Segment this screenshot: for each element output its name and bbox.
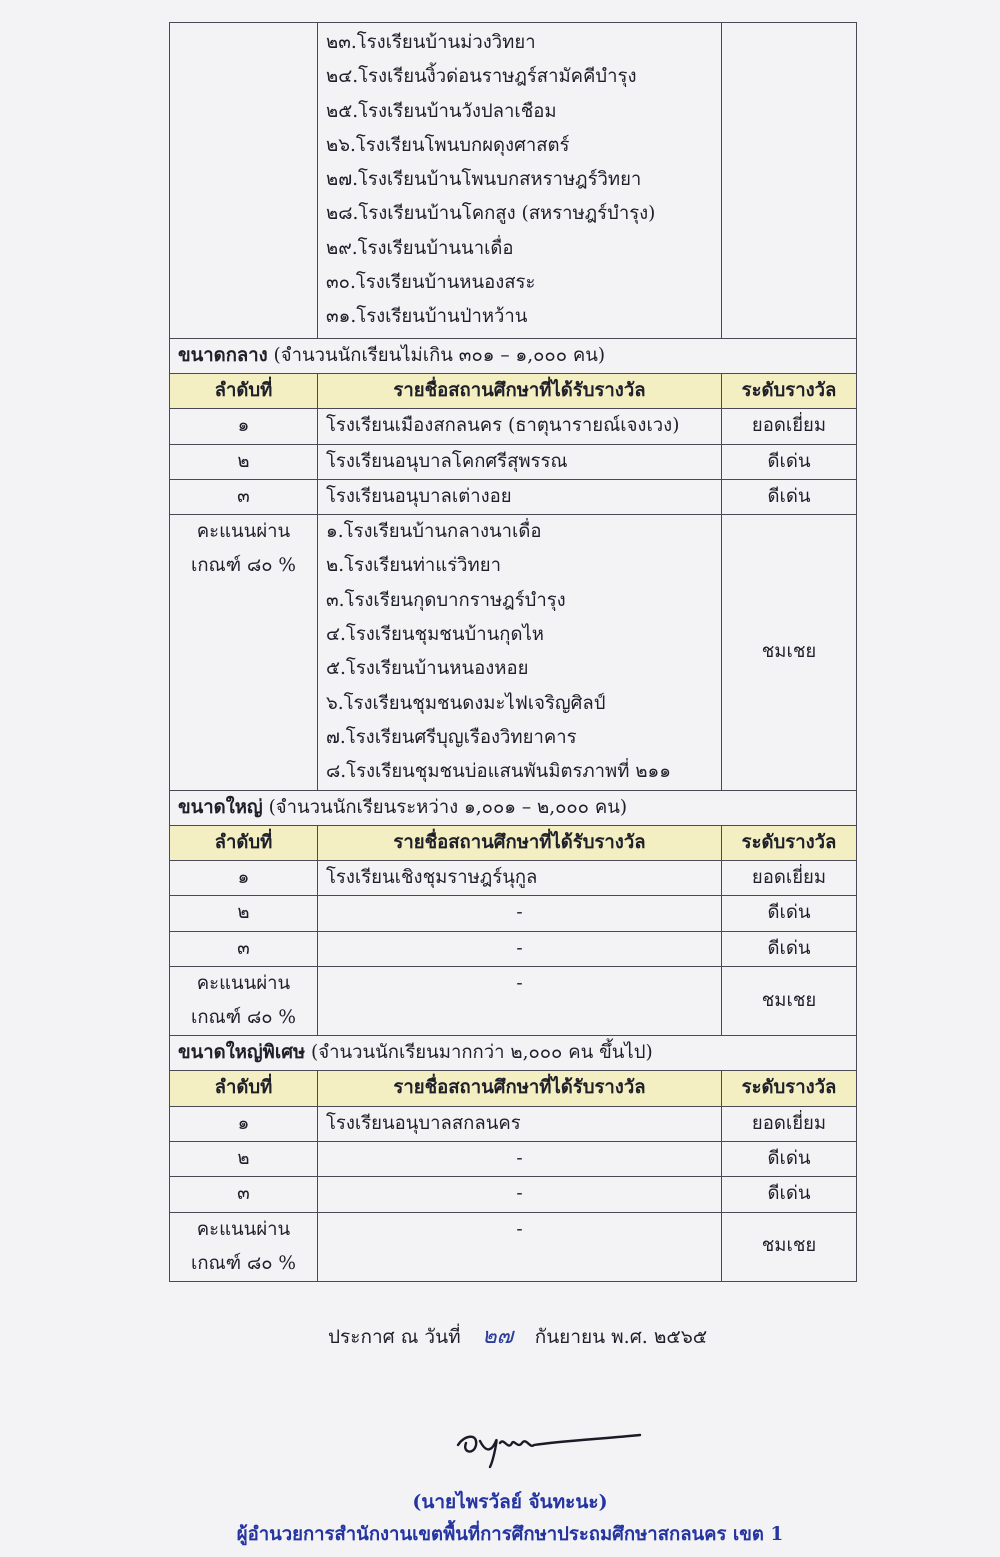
size-label: ขนาดใหญ่ [178, 796, 263, 818]
rank-cell: ๑ [170, 861, 318, 896]
continued-row [170, 23, 857, 339]
continued-school-list [318, 23, 722, 339]
size-description: (จำนวนนักเรียนระหว่าง ๑,๐๐๑ – ๒,๐๐๐ คน) [262, 796, 628, 818]
school-cell: - [318, 896, 722, 931]
list-item: ๒๘.โรงเรียนบ้านโคกสูง (สหราษฎร์บำรุง) [326, 203, 656, 225]
honor-row [170, 1212, 857, 1281]
signer-name: (นายไพรวัลย์ จันทะนะ) [412, 1491, 608, 1513]
rank-cell: ๑ [170, 409, 318, 444]
rank-cell: ๒ [170, 896, 318, 931]
rank-cell: ๑ [170, 1106, 318, 1141]
table-header-row [170, 825, 857, 860]
list-item: ๖.โรงเรียนชุมชนดงมะไฟเจริญศิลป์ [326, 692, 606, 714]
signature-icon [450, 1415, 650, 1475]
announcement-suffix: กันยายน พ.ศ. ๒๕๖๕ [534, 1326, 708, 1348]
rank-cell: ๓ [170, 931, 318, 966]
table-header-row [170, 1071, 857, 1106]
table-row [170, 1106, 857, 1141]
level-cell: ชมเชย [722, 1212, 857, 1281]
list-item: ๒๙.โรงเรียนบ้านนาเดื่อ [326, 237, 514, 259]
level-cell: ยอดเยี่ยม [722, 1106, 857, 1141]
school-cell: - [318, 1212, 722, 1281]
criteria-cell: คะแนนผ่าน เกณฑ์ ๘๐ % [170, 967, 318, 1036]
rank-cell: ๒ [170, 444, 318, 479]
list-item: ๒๖.โรงเรียนโพนบกผดุงศาสตร์ [326, 134, 570, 156]
table-row [170, 409, 857, 444]
announcement-prefix: ประกาศ ณ วันที่ [328, 1326, 461, 1348]
school-cell: โรงเรียนอนุบาลโคกศรีสุพรรณ [318, 444, 722, 479]
continued-rank-cell [170, 23, 318, 339]
level-cell: ดีเด่น [722, 1141, 857, 1176]
level-cell: ยอดเยี่ยม [722, 409, 857, 444]
header-school: รายชื่อสถานศึกษาที่ได้รับรางวัล [318, 825, 722, 860]
list-item: ๘.โรงเรียนชุมชนบ่อแสนพันมิตรภาพที่ ๒๑๑ [326, 761, 671, 783]
award-table [169, 22, 857, 1282]
handwritten-day: ๒๗ [482, 1324, 514, 1349]
school-cell: โรงเรียนเชิงชุมราษฎร์นุกูล [318, 861, 722, 896]
level-cell: ดีเด่น [722, 896, 857, 931]
rank-cell: ๒ [170, 1141, 318, 1176]
header-rank: ลำดับที่ [170, 1071, 318, 1106]
section-heading-large [170, 790, 857, 825]
section-heading-xlarge [170, 1036, 857, 1071]
list-item: ๕.โรงเรียนบ้านหนองหอย [326, 658, 529, 680]
table-row [170, 931, 857, 966]
school-cell: - [318, 1177, 722, 1212]
size-label: ขนาดกลาง [178, 344, 268, 366]
header-level: ระดับรางวัล [722, 1071, 857, 1106]
list-item: ๔.โรงเรียนชุมชนบ้านกุดไห [326, 624, 544, 646]
rank-cell: ๓ [170, 479, 318, 514]
list-item: ๓๐.โรงเรียนบ้านหนองสระ [326, 272, 536, 294]
continued-level-cell [722, 23, 857, 339]
list-item: ๑.โรงเรียนบ้านกลางนาเดื่อ [326, 521, 542, 543]
announcement-line [328, 1318, 707, 1353]
table-row [170, 1141, 857, 1176]
size-label: ขนาดใหญ่พิเศษ [178, 1042, 306, 1064]
level-cell: ดีเด่น [722, 1177, 857, 1212]
level-cell: ดีเด่น [722, 444, 857, 479]
list-item: ๒๔.โรงเรียนงิ้วด่อนราษฎร์สามัคคีบำรุง [326, 66, 637, 88]
list-item: ๒๓.โรงเรียนบ้านม่วงวิทยา [326, 32, 536, 53]
school-cell: - [318, 967, 722, 1036]
honor-school-list [318, 515, 722, 790]
list-item: ๓๑.โรงเรียนบ้านป่าหว้าน [326, 306, 528, 328]
table-row [170, 444, 857, 479]
list-item: ๓.โรงเรียนกุดบากราษฎร์บำรุง [326, 589, 566, 611]
honor-row [170, 967, 857, 1036]
level-cell: ชมเชย [722, 967, 857, 1036]
table-row [170, 861, 857, 896]
school-cell: โรงเรียนอนุบาลสกลนคร [318, 1106, 722, 1141]
level-cell: ยอดเยี่ยม [722, 861, 857, 896]
school-cell: - [318, 1141, 722, 1176]
table-row [170, 479, 857, 514]
school-cell: โรงเรียนเมืองสกลนคร (ธาตุนารายณ์เจงเวง) [318, 409, 722, 444]
size-description: (จำนวนนักเรียนไม่เกิน ๓๐๑ – ๑,๐๐๐ คน) [267, 344, 606, 366]
level-cell: ดีเด่น [722, 479, 857, 514]
signer-title: ผู้อำนวยการสำนักงานเขตพื้นที่การศึกษาประถมศึกษาสกลนคร เขต 1 [236, 1524, 784, 1545]
honor-row [170, 515, 857, 790]
header-rank: ลำดับที่ [170, 373, 318, 408]
list-item: ๒๕.โรงเรียนบ้านวังปลาเชือม [326, 100, 557, 122]
table-header-row [170, 373, 857, 408]
section-heading-medium [170, 338, 857, 373]
school-cell: - [318, 931, 722, 966]
header-rank: ลำดับที่ [170, 825, 318, 860]
rank-cell: ๓ [170, 1177, 318, 1212]
size-description: (จำนวนนักเรียนมากกว่า ๒,๐๐๐ คน ขึ้นไป) [305, 1042, 653, 1064]
table-row [170, 1177, 857, 1212]
list-item: ๗.โรงเรียนศรีบุญเรืองวิทยาคาร [326, 726, 577, 748]
header-school: รายชื่อสถานศึกษาที่ได้รับรางวัล [318, 373, 722, 408]
table-row [170, 896, 857, 931]
header-level: ระดับรางวัล [722, 373, 857, 408]
level-cell: ชมเชย [722, 515, 857, 790]
list-item: ๒.โรงเรียนท่าแร่วิทยา [326, 555, 501, 577]
list-item: ๒๗.โรงเรียนบ้านโพนบกสหราษฎร์วิทยา [326, 169, 642, 191]
school-cell: โรงเรียนอนุบาลเต่างอย [318, 479, 722, 514]
header-level: ระดับรางวัล [722, 825, 857, 860]
criteria-cell: คะแนนผ่าน เกณฑ์ ๘๐ % [170, 515, 318, 790]
criteria-cell: คะแนนผ่าน เกณฑ์ ๘๐ % [170, 1212, 318, 1281]
header-school: รายชื่อสถานศึกษาที่ได้รับรางวัล [318, 1071, 722, 1106]
level-cell: ดีเด่น [722, 931, 857, 966]
